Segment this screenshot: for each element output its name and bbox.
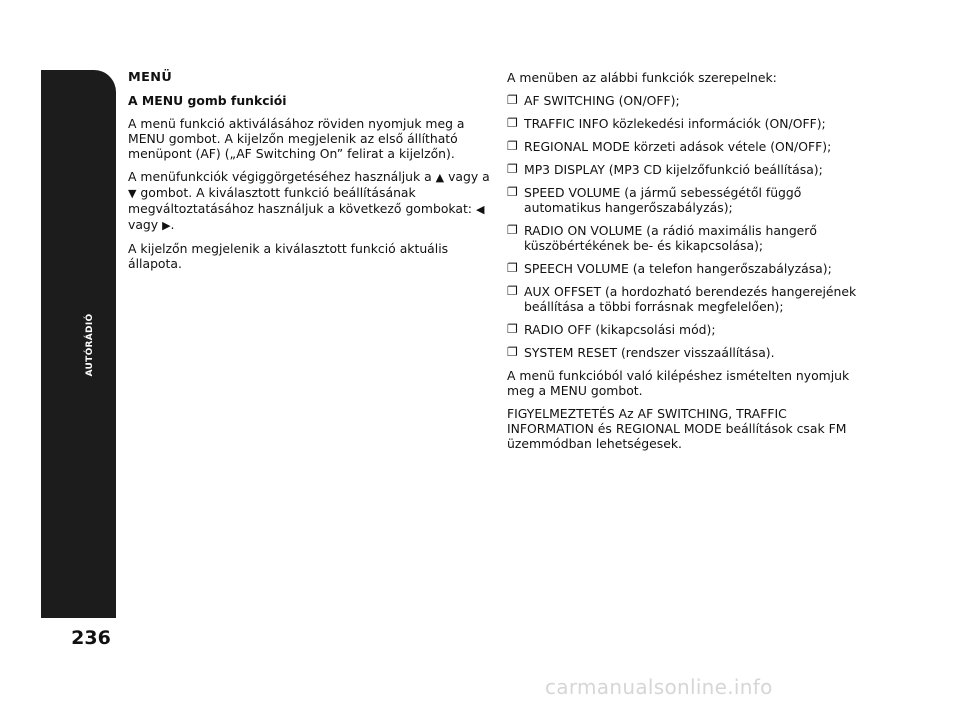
list-item-text: RADIO ON VOLUME (a rádió maximális hangerő küszöbértékének be- és kikapcsolása); xyxy=(524,223,817,253)
subsection-title xyxy=(128,93,490,108)
checkbox-bullet-icon: ❐ xyxy=(507,93,518,107)
list-item xyxy=(507,139,873,154)
left-column xyxy=(128,70,490,279)
watermark: carmanualsonline.info xyxy=(545,675,773,699)
section-label: AUTÓRÁDIÓ xyxy=(85,313,95,377)
checkbox-bullet-icon: ❐ xyxy=(507,345,518,359)
subsection-title-rest: gomb funkciói xyxy=(183,93,287,108)
list-item xyxy=(507,93,873,108)
list-item xyxy=(507,322,873,337)
list-item-text: MP3 DISPLAY (MP3 CD kijelzőfunkció beállítása); xyxy=(524,162,823,177)
checkbox-bullet-icon: ❐ xyxy=(507,162,518,176)
list-item xyxy=(507,284,873,314)
section-title: MENÜ xyxy=(128,70,173,85)
paragraph-exit: A menü funkcióból való kilépéshez ismételten nyomjuk meg a MENU gombot. xyxy=(507,368,850,398)
checkbox-bullet-icon: ❐ xyxy=(507,223,518,237)
list-item xyxy=(507,162,873,177)
list-item-text: SPEED VOLUME (a jármű sebességétől függő automatikus hangerőszabályzás); xyxy=(524,185,802,215)
paragraph-navigation xyxy=(128,169,490,233)
list-item-text: TRAFFIC INFO közlekedési információk (ON/OFF); xyxy=(524,116,826,131)
checkbox-bullet-icon: ❐ xyxy=(507,261,518,275)
left-arrow-icon: ◀ xyxy=(475,203,485,216)
paragraph-navigation-text-b: vagy a xyxy=(444,169,490,184)
up-arrow-icon: ▲ xyxy=(435,171,445,184)
paragraph-status: A kijelzőn megjelenik a kiválasztott funkció aktuális állapota. xyxy=(128,241,449,271)
page-number: 236 xyxy=(71,627,111,649)
checkbox-bullet-icon: ❐ xyxy=(507,185,518,199)
list-item-text: AF SWITCHING (ON/OFF); xyxy=(524,93,680,108)
down-arrow-icon: ▼ xyxy=(128,187,137,200)
list-item-text: SPEECH VOLUME (a telefon hangerőszabályzása); xyxy=(524,261,832,276)
list-item xyxy=(507,116,873,131)
list-item-text: SYSTEM RESET (rendszer visszaállítása). xyxy=(524,345,775,360)
right-column xyxy=(507,70,873,459)
list-item xyxy=(507,185,873,215)
function-list xyxy=(507,93,873,360)
subsection-title-bold: A MENU xyxy=(128,93,184,108)
checkbox-bullet-icon: ❐ xyxy=(507,116,518,130)
paragraph-navigation-text-a: A menüfunkciók végiggörgetéséhez használjuk a xyxy=(128,169,436,184)
list-item-text: RADIO OFF (kikapcsolási mód); xyxy=(524,322,716,337)
paragraph-navigation-text-d: vagy xyxy=(128,217,163,232)
sidebar-band xyxy=(41,70,116,618)
list-intro: A menüben az alábbi funkciók szerepelnek: xyxy=(507,70,777,85)
list-item-text: REGIONAL MODE körzeti adások vétele (ON/OFF); xyxy=(524,139,832,154)
checkbox-bullet-icon: ❐ xyxy=(507,284,518,298)
paragraph-activation: A menü funkció aktiválásához röviden nyomjuk meg a MENU gombot. A kijelzőn megjelenik az első állítható menüpont (AF) („AF Switching On” felirat a kijelzőn). xyxy=(128,116,465,161)
list-item xyxy=(507,345,873,360)
paragraph-navigation-text-e: . xyxy=(170,217,175,232)
checkbox-bullet-icon: ❐ xyxy=(507,322,518,336)
right-arrow-icon: ▶ xyxy=(162,219,171,232)
list-item xyxy=(507,261,873,276)
checkbox-bullet-icon: ❐ xyxy=(507,139,518,153)
list-item xyxy=(507,223,873,253)
paragraph-navigation-text-c: gombot. A kiválasztott funkció beállításának megváltoztatásához használjuk a következő gombokat: xyxy=(128,185,476,216)
list-item-text: AUX OFFSET (a hordozható berendezés hangerejének beállítása a többi forrásnak megfelelően); xyxy=(524,284,857,314)
paragraph-warning: FIGYELMEZTETÉS Az AF SWITCHING, TRAFFIC INFORMATION és REGIONAL MODE beállítások csak FM üzemmódban lehetségesek. xyxy=(507,406,847,451)
